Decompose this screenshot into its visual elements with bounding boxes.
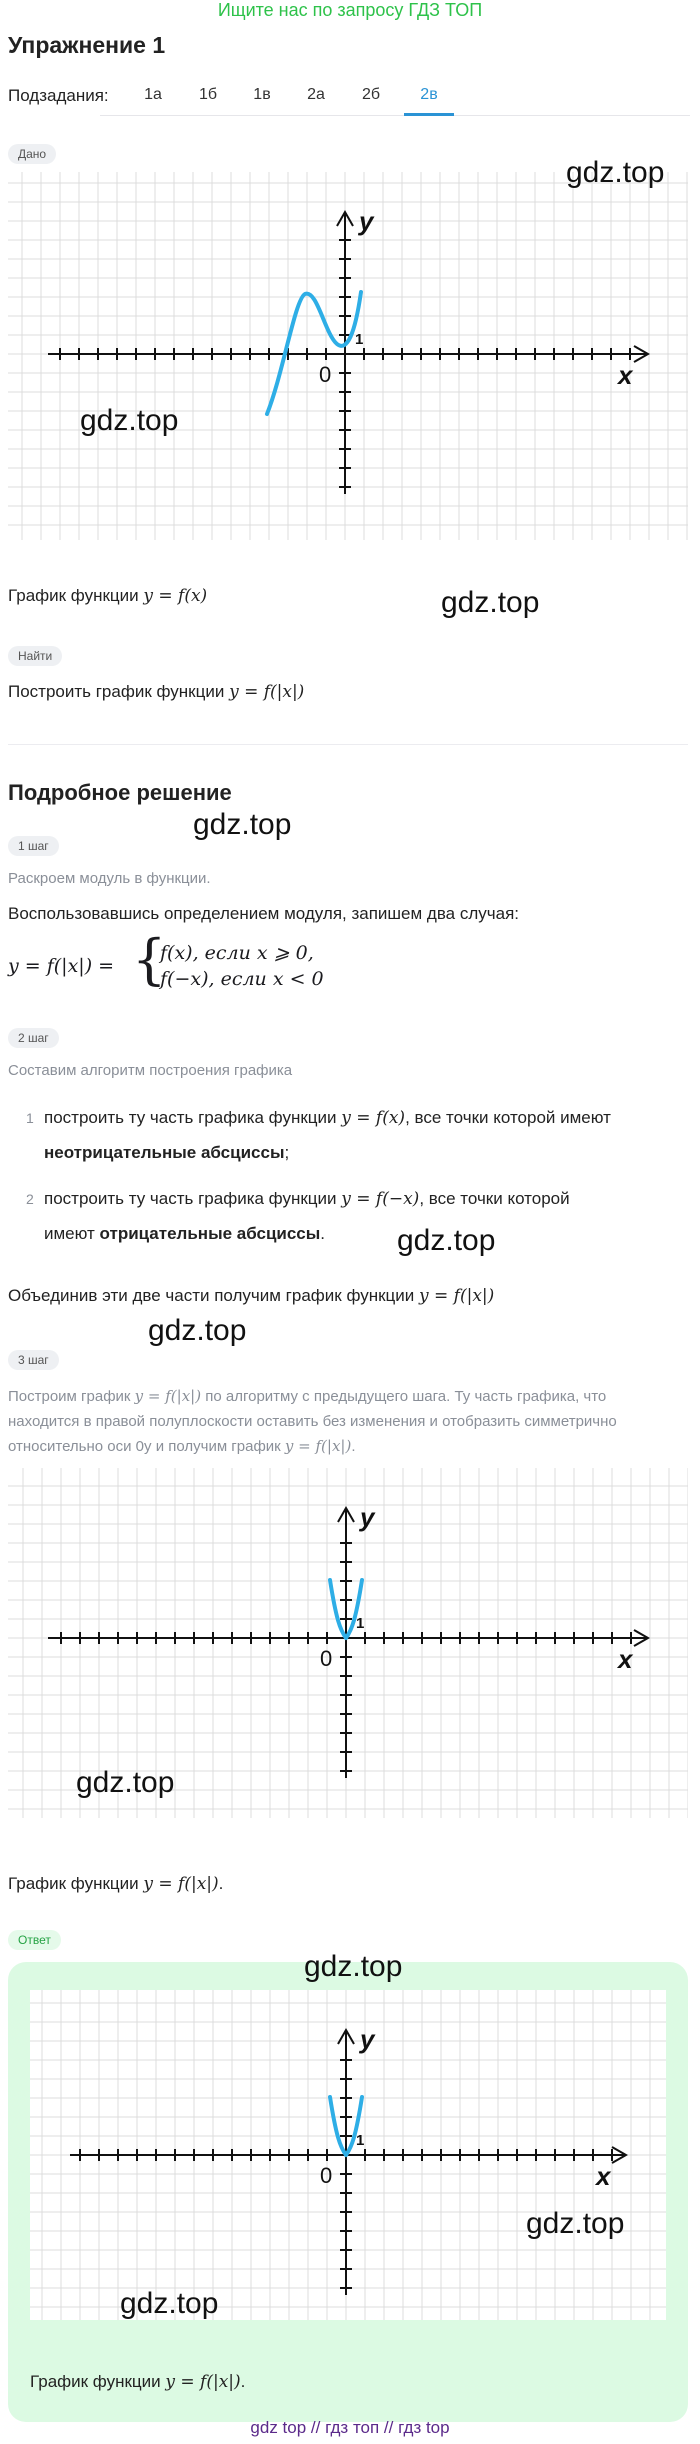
- brace-icon: {: [132, 928, 167, 991]
- algorithm-item-1-cont: неотрицательные абсциссы;: [44, 1143, 290, 1162]
- answer-caption: График функции y = f(|x|).: [30, 2372, 246, 2392]
- step3-caption: График функции y = f(|x|).: [8, 1874, 224, 1894]
- step1-badge: 1 шаг: [8, 836, 59, 856]
- section-divider: [8, 744, 688, 745]
- watermark: gdz.top: [526, 2207, 625, 2240]
- given-caption: График функции y = f(x): [8, 586, 208, 606]
- find-badge: Найти: [8, 646, 62, 666]
- watermark: gdz.top: [120, 2287, 219, 2320]
- unit-label: 1: [355, 331, 364, 348]
- watermark: gdz.top: [566, 156, 665, 189]
- y-axis-label: y: [359, 206, 374, 236]
- watermark: gdz.top: [441, 586, 540, 619]
- step2-subtitle: Составим алгоритм построения графика: [8, 1062, 293, 1079]
- subtasks-label: Подзадания:: [8, 86, 109, 105]
- origin-label: 0: [320, 1646, 333, 1671]
- unit-label: 1: [356, 1615, 365, 1632]
- tab-2b[interactable]: 2б: [361, 86, 381, 103]
- tab-1a[interactable]: 1а: [144, 86, 162, 103]
- x-axis-label: x: [618, 360, 633, 390]
- step3-text: Построим график y = f(|x|) по алгоритму с предыдущего шага. Ту часть графика, что находится в правой полуплоскости оставить без изменения и отобразить симметрично относительно оси 0y и получим график y = f(|x|).: [8, 1387, 617, 1455]
- solution-title: Подробное решение: [8, 780, 232, 805]
- answer-badge: Ответ: [8, 1930, 61, 1950]
- step1-lhs: y = f(|x|) =: [8, 955, 115, 977]
- x-axis-label: x: [618, 1644, 633, 1674]
- algorithm-item-2: построить ту часть графика функции y = f(−x), все точки которой: [44, 1189, 570, 1209]
- list-number: 2: [26, 1191, 34, 1207]
- y-axis-label: y: [360, 2024, 375, 2054]
- step1-subtitle: Раскроем модуль в функции.: [8, 870, 211, 887]
- watermark: gdz.top: [304, 1950, 403, 1983]
- tab-1b[interactable]: 1б: [198, 86, 218, 103]
- step3-badge: 3 шаг: [8, 1350, 59, 1370]
- watermark: gdz.top: [80, 404, 179, 437]
- footer: gdz top // гдз топ // гдз top: [250, 2418, 450, 2437]
- algorithm-item-2-cont: имеют отрицательные абсциссы.: [44, 1224, 326, 1243]
- case-2: f(−x), если x < 0: [160, 968, 324, 990]
- watermark: gdz.top: [148, 1314, 247, 1347]
- tabs-divider: [100, 115, 690, 116]
- find-formula: y = f(|x|): [229, 682, 305, 702]
- origin-label: 0: [319, 362, 332, 387]
- step1-text: Воспользовавшись определением модуля, запишем два случая:: [8, 904, 520, 923]
- tab-2a[interactable]: 2а: [307, 86, 325, 103]
- given-formula: y = f(x): [143, 586, 208, 606]
- x-axis-label: x: [596, 2161, 611, 2191]
- algorithm-item-1: построить ту часть графика функции y = f(x), все точки которой имеют: [44, 1108, 611, 1128]
- list-number: 1: [26, 1110, 34, 1126]
- step2-badge: 2 шаг: [8, 1028, 59, 1048]
- given-badge: Дано: [8, 144, 56, 164]
- find-text: Построить график функции y = f(|x|): [8, 682, 305, 702]
- tab-2v[interactable]: 2в: [420, 86, 438, 103]
- step2-summary: Объединив эти две части получим график функции y = f(|x|): [8, 1286, 495, 1306]
- graph-background: [8, 172, 688, 540]
- y-axis-label: y: [360, 1502, 375, 1532]
- promo-banner: Ищите нас по запросу ГДЗ ТОП: [217, 0, 483, 20]
- page-title: Упражнение 1: [8, 32, 166, 58]
- watermark: gdz.top: [76, 1766, 175, 1799]
- case-1: f(x), если x ⩾ 0,: [160, 942, 314, 964]
- given-graph: [8, 172, 688, 540]
- watermark: gdz.top: [397, 1224, 496, 1257]
- active-tab-indicator: [404, 113, 454, 116]
- origin-label: 0: [320, 2163, 333, 2188]
- watermark: gdz.top: [193, 808, 292, 841]
- unit-label: 1: [356, 2132, 365, 2149]
- tab-1v[interactable]: 1в: [253, 86, 271, 103]
- answer-graph: [30, 1990, 666, 2320]
